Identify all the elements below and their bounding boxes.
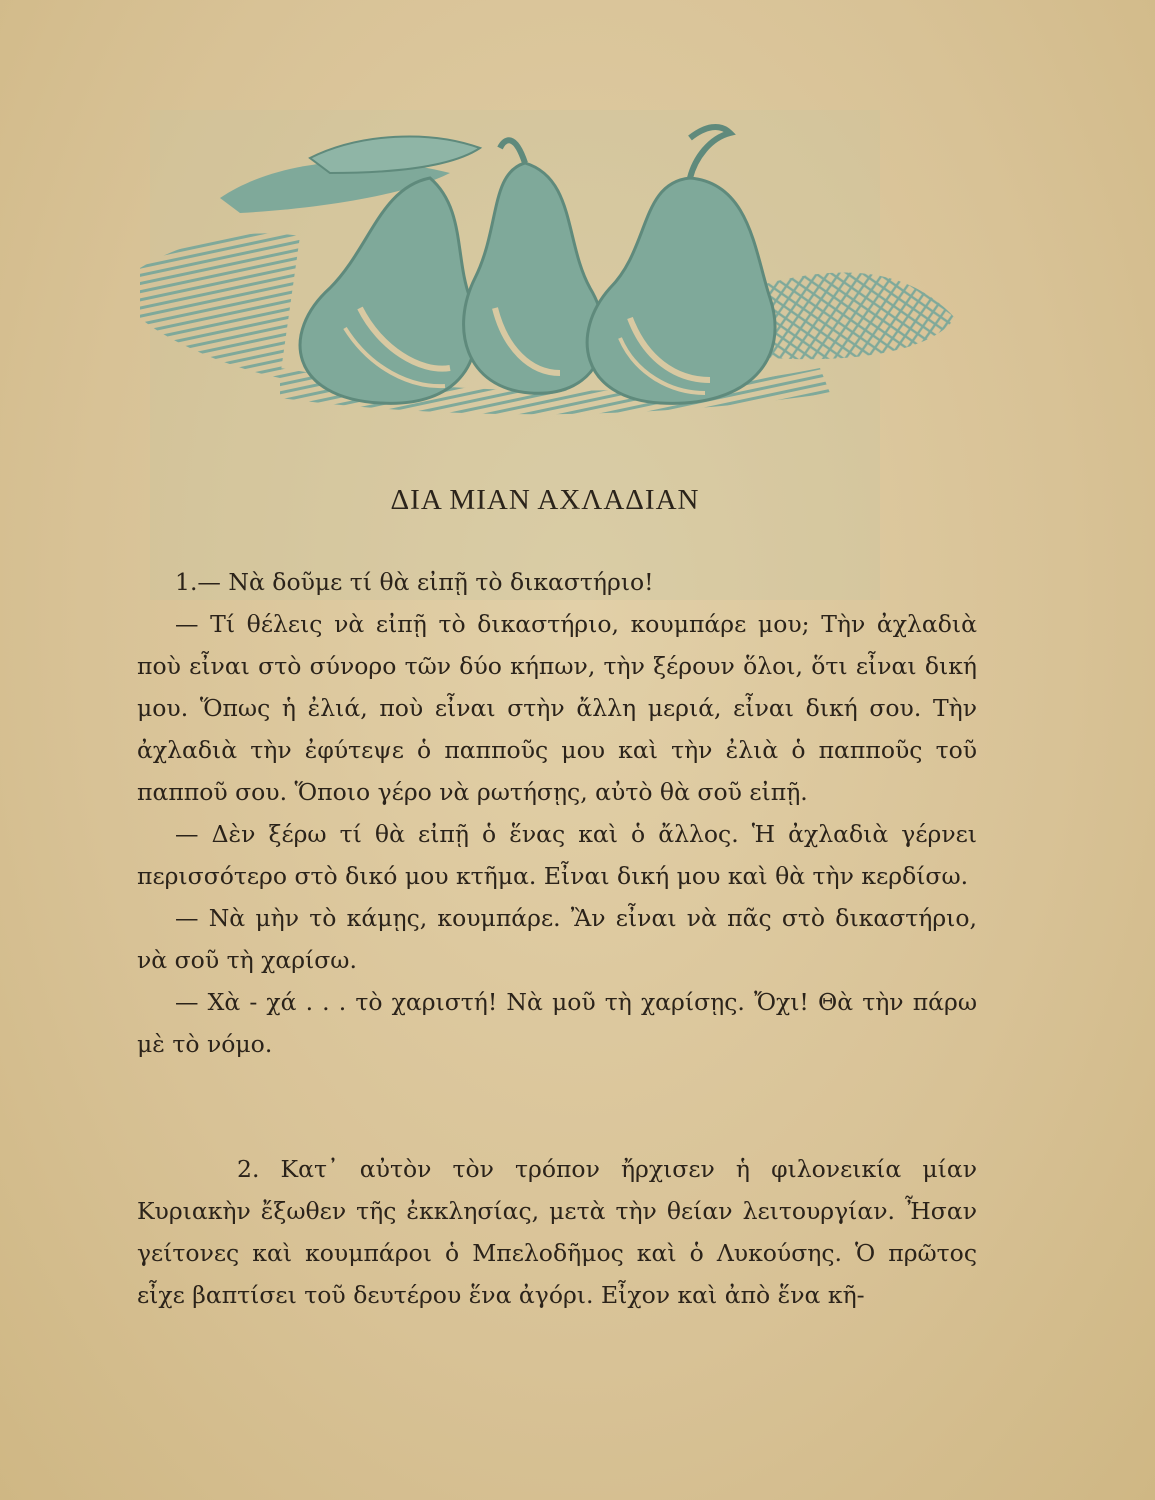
paragraph: — Χὰ - χά . . . τὸ χαριστή! Νὰ μοῦ τὴ χαρίσῃς. Ὄχι! Θὰ τὴν πάρω μὲ τὸ νόμο. <box>137 988 977 1058</box>
paragraph: 1.— Νὰ δοῦμε τί θὰ εἰπῇ τὸ δικαστήριο! <box>175 568 654 596</box>
paragraph: — Τί θέλεις νὰ εἰπῇ τὸ δικαστήριο, κουμπάρε μου; Τὴν ἀχλαδιὰ ποὺ εἶναι στὸ σύνορο τῶν δύο κήπων, τὴν ξέρουν ὅλοι, ὅτι εἶναι δική μου. Ὅπως ἡ ἐλιά, ποὺ εἶναι στὴν ἄλλη μεριά, εἶναι δική σου. Τὴν ἀχλαδιὰ τὴν ἐφύτεψε ὁ παπποῦς μου καὶ τὴν ἐλιὰ ὁ παπποῦς τοῦ παπποῦ σου. Ὅποιο γέρο νὰ ρωτήσῃς, αὐτὸ θὰ σοῦ εἰπῇ. <box>137 610 977 806</box>
section-2 <box>137 1148 977 1316</box>
section-1 <box>137 561 977 1065</box>
paragraph: 2. Κατ᾽ αὐτὸν τὸν τρόπον ἤρχισεν ἡ φιλονεικία μίαν Κυριακὴν ἔξωθεν τῆς ἐκκλησίας, μετὰ τὴν θείαν λειτουργίαν. Ἦσαν γείτονες καὶ κουμπάροι ὁ Μπελοδῆμος καὶ ὁ Λυκούσης. Ὁ πρῶτος εἶχε βαπτίσει τοῦ δευτέρου ἕνα ἀγόρι. Εἶχον καὶ ἀπὸ ἕνα κῆ- <box>137 1155 977 1309</box>
shadow-hatching <box>140 233 300 378</box>
pear-icon <box>587 178 775 403</box>
pear-icon <box>464 163 604 393</box>
paragraph: — Δὲν ξέρω τί θὰ εἰπῇ ὁ ἕνας καὶ ὁ ἄλλος. Ἡ ἀχλαδιὰ γέρνει περισσότερο στὸ δικό μου κτῆμα. Εἶναι δική μου καὶ θὰ τὴν κερδίσω. <box>137 820 977 890</box>
right-shadow <box>750 273 955 360</box>
pears-illustration <box>130 118 960 418</box>
paragraph: — Νὰ μὴν τὸ κάμῃς, κουμπάρε. Ἂν εἶναι νὰ πᾶς στὸ δικαστήριο, νὰ σοῦ τὴ χαρίσω. <box>137 904 977 974</box>
leaf-icon <box>310 137 480 173</box>
chapter-title: ΔΙΑ ΜΙΑΝ ΑΧΛΑΔΙΑΝ <box>390 484 700 516</box>
